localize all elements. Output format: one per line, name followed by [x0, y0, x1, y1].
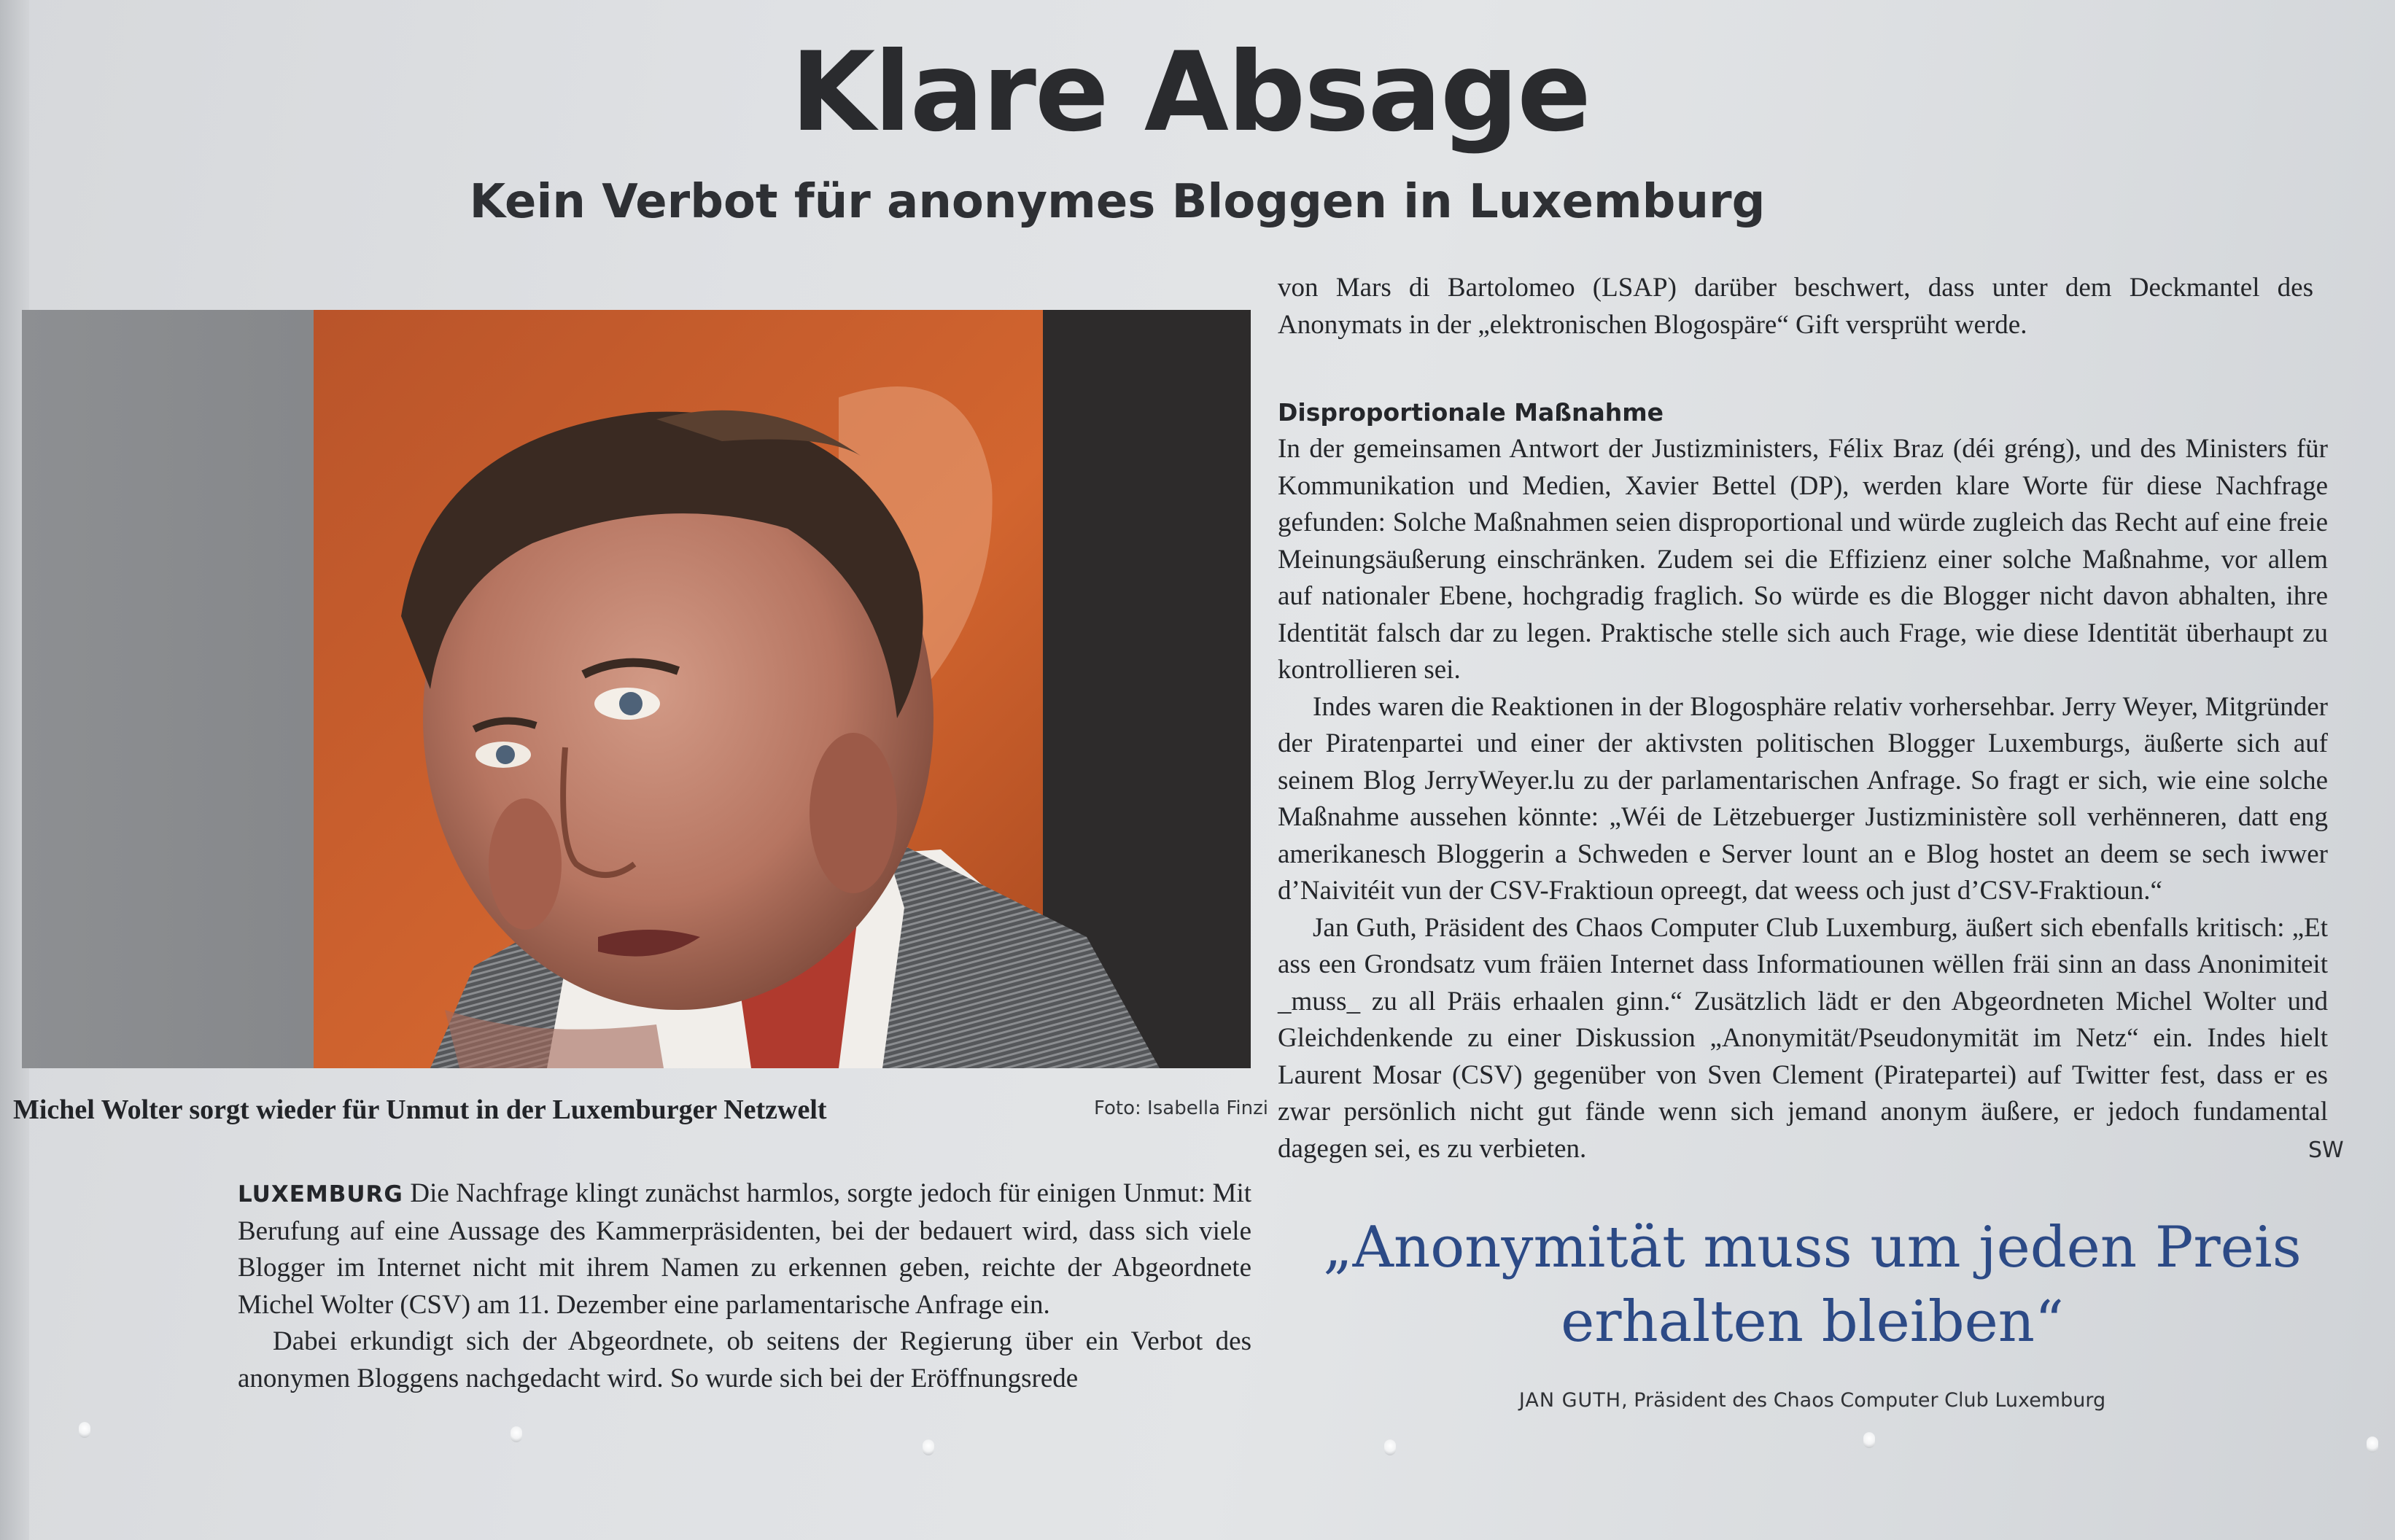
binding-holes — [0, 1422, 2395, 1466]
body-paragraph: Indes waren die Reaktionen in der Blogosphäre relativ vorhersehbar. Jerry Weyer, Mitgründer der Piratenpartei und einer der aktivsten politischen Blogger Luxemburgs, äußerte sich auf seinem Blog JerryWeyer.lu zu der parlamentarischen Anfrage. So fragt er sich, wie eine solche Maßnahme aussehen könnte: „Wéi de Lëtzebuerger Justizministère soll verhënneren, datt eng amerikanesch Bloggerin a Schweden e Server lount an e Blog hostet an deem se sech iwwer d’Naivitéit vun der CSV-Fraktioun opreegt, dat weess och just d’CSV-Fraktioun.“ — [1278, 691, 2328, 906]
portrait-photo — [22, 310, 1251, 1068]
body-paragraph: Dabei erkundigt sich der Abgeordnete, ob seitens der Regierung über ein Verbot des anonymen Bloggens nachgedacht wird. So wurde sich bei der Eröffnungsrede — [238, 1326, 1251, 1393]
article-body-continuation — [1278, 270, 2313, 343]
body-paragraph: In der gemeinsamen Antwort der Justizministers, Félix Braz (déi gréng), und des Ministers für Kommunikation und Medien, Xavier Bettel (DP), werden klare Worte für diese Nachfrage gefunden: Solche Maßnahmen seien disproportional und würde zugleich das Recht auf eine freie Meinungsäußerung einschränken. Zudem sei die Effizienz einer solche Maßnahme, vor allem auf nationaler Ebene, hochgradig fraglich. So würde es die Blogger nicht davon abhalten, ihre Identität falsch dar zu legen. Praktische stelle sich auch Frage, wie diese Identität überhaupt zu kontrollieren sei. — [1278, 434, 2328, 685]
binding-hole — [511, 1426, 522, 1442]
photo-credit: Foto: Isabella Finzi — [1094, 1097, 1268, 1119]
author-signature: SW — [2308, 1138, 2344, 1163]
quote-author-role: , Präsident des Chaos Computer Club Luxemburg — [1621, 1389, 2106, 1412]
binding-hole — [2367, 1436, 2378, 1452]
article-body-left — [238, 1175, 1251, 1397]
binding-hole — [1384, 1439, 1396, 1455]
body-text: Die Nachfrage klingt zunächst harmlos, sorgte jedoch für einigen Unmut: Mit Berufung auf eine Aussage des Kammerpräsidenten, bei der bedauert wird, dass sich viele Blogger im Internet nicht mit ihrem Namen zu erkennen geben, reichte der Abgeordnete Michel Wolter (CSV) am 11. Dezember eine parlamentarische Anfrage ein. — [238, 1178, 1252, 1320]
headline: Klare Absage — [791, 29, 1590, 156]
section-heading: Disproportionale Maßnahme — [1278, 398, 1664, 427]
binding-hole — [1863, 1432, 1875, 1448]
binding-hole — [923, 1439, 934, 1455]
subheadline: Kein Verbot für anonymes Bloggen in Luxemburg — [469, 175, 1766, 229]
body-paragraph: Jan Guth, Präsident des Chaos Computer Club Luxemburg, äußert sich ebenfalls kritisch: „Et ass een Grondsatz vum fräien Internet dass Informatiounen wëllen fräi sinn an dass Anonimiteit _muss_ zu all Präis erhaalen ginn.“ Zusätzlich lädt er den Abgeordneten Michel Wolter und Gleichdenkende zu einer Diskussion „Anonymität/Pseudonymität im Netz“ ein. Indes hielt Laurent Mosar (CSV) gegenüber von Sven Clement (Piratepartei) auf Twitter fest, dass er es zwar persönlich nicht gut fände wenn sich jemand anonym äußere, er jedoch fundamental dagegen sei, es zu verbieten. — [1278, 912, 2328, 1164]
binding-hole — [79, 1422, 90, 1438]
dateline: LUXEMBURG — [238, 1181, 403, 1208]
body-paragraph — [238, 1175, 1251, 1323]
article-body-right — [1278, 397, 2328, 1167]
pull-quote: „Anonymität muss um jeden Preis erhalten bleiben“ — [1323, 1215, 2302, 1355]
photo-caption: Michel Wolter sorgt wieder für Unmut in der Luxemburger Netzwelt — [13, 1094, 827, 1125]
body-paragraph: von Mars di Bartolomeo (LSAP) darüber beschwert, dass unter dem Deckmantel des Anonymats in der „elektronischen Blogospäre“ Gift versprüht werde. — [1278, 273, 2313, 340]
quote-author-name: JAN GUTH — [1518, 1389, 1622, 1412]
pull-quote-attribution — [1284, 1389, 2341, 1412]
portrait-illustration — [22, 310, 1251, 1068]
